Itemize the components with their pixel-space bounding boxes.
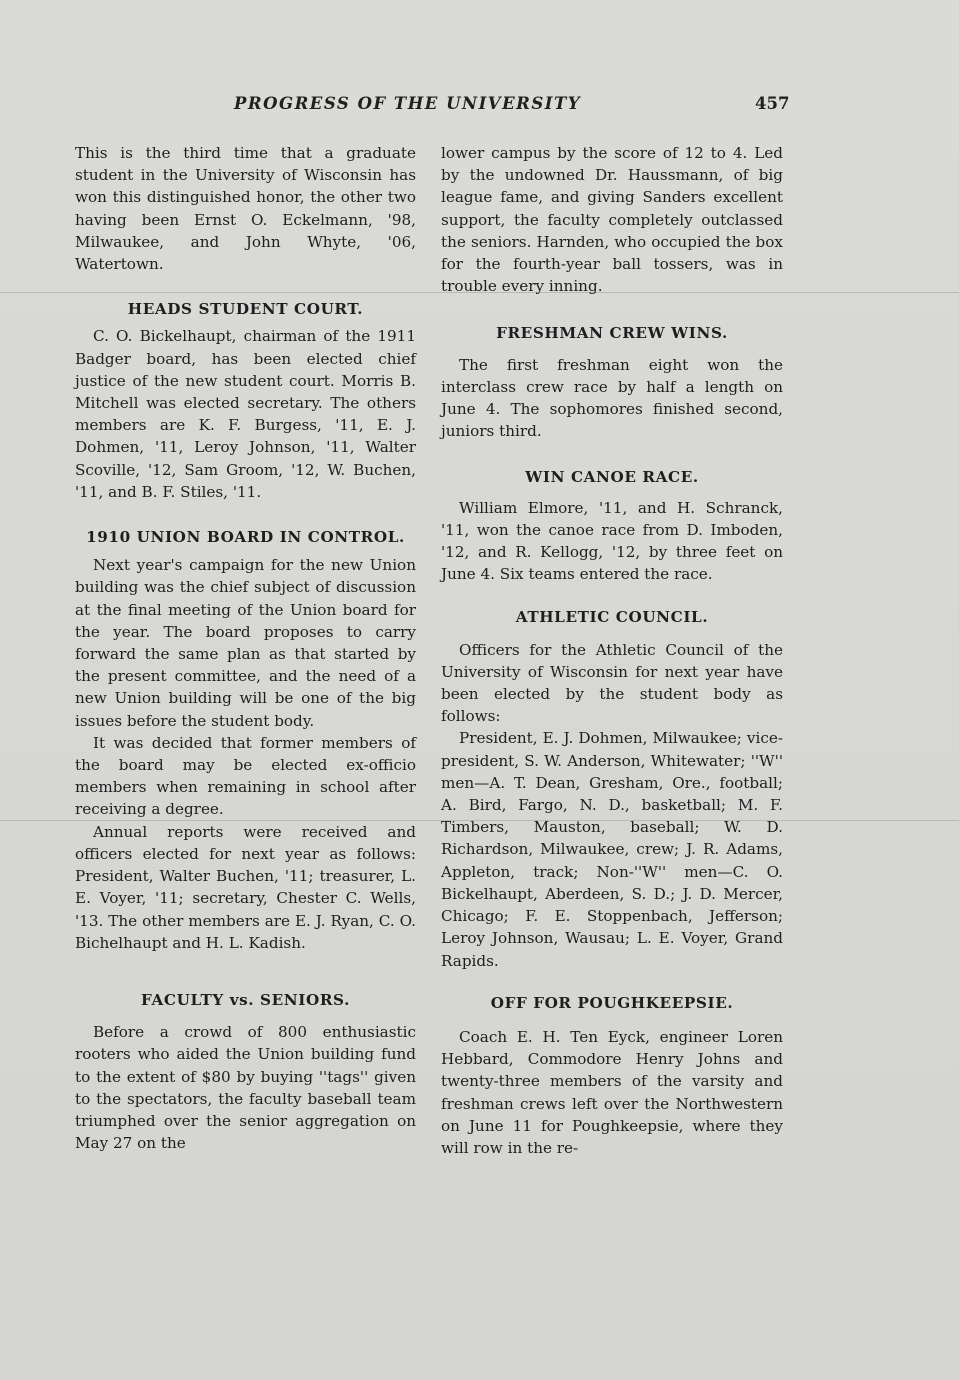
heading-faculty-vs-seniors: FACULTY vs. SENIORS. <box>141 990 350 1009</box>
paragraph-canoe-race: William Elmore, '11, and H. Schranck, '11, won the canoe race from D. Imboden, '12, and R. Kellogg, '12, by three feet on June 4. Six teams entered the race. <box>441 498 783 584</box>
paragraph-ex-officio: It was decided that former members of the board may be elected ex-officio members when remaining in school after receiving a degree. <box>75 733 416 819</box>
right-column <box>441 142 783 1159</box>
paragraph-council-officers: President, E. J. Dohmen, Milwaukee; vice-president, S. W. Anderson, Whitewater; ''W'' men—A. T. Dean, Gresham, Ore., football; A. Bird, Fargo, N. D., basketball; M. F. Timbers, Mauston, baseball; W. D. Richardson, Milwaukee, crew; J. R. Adams, Appleton, track; Non-''W'' men—C. O. Bickelhaupt, Aberdeen, S. D.; J. D. Mercer, Chicago; F. E. Stoppenbach, Jefferson; Leroy Johnson, Wausau; L. E. Voyer, Grand Rapids. <box>441 729 783 970</box>
heading-poughkeepsie: OFF FOR POUGHKEEPSIE. <box>490 993 734 1012</box>
paragraph-annual-reports: Annual reports were received and officers elected for next year as follows: President, Walter Buchen, '11; treasurer, L. E. Voyer, '11; secretary, Chester C. Wells, '13. The other members are E. J. Ryan, C. O. Bichelhaupt and H. L. Kadish. <box>75 822 416 952</box>
paragraph-poughkeepsie: Coach E. H. Ten Eyck, engineer Loren Hebbard, Commodore Henry Johns and twenty-three members of the varsity and freshman crews left over the Northwestern on June 11 for Poughkeepsie, where they will row in the re- <box>441 1027 783 1157</box>
heading-freshman-crew: FRESHMAN CREW WINS. <box>496 324 728 343</box>
paragraph-crew-race: The first freshman eight won the interclass crew race by half a length on June 4. The sophomores finished second, juniors third. <box>441 355 783 441</box>
paragraph-graduate-honor: This is the third time that a graduate student in the University of Wisconsin has won this distinguished honor, the other two having been Ernst O. Eckelmann, '98, Milwaukee, and John Whyte, '06, Watertown. <box>75 144 416 274</box>
heading-union-board: 1910 UNION BOARD IN CONTROL. <box>86 528 405 547</box>
paragraph-game-continued: lower campus by the score of 12 to 4. Led by the undowned Dr. Haussmann, of big league fame, and giving Sanders excellent support, the faculty completely outclassed the seniors. Harnden, who occupied the box for the fourth-year ball tossers, was in trouble every inning. <box>441 144 783 296</box>
page-number: 457 <box>755 94 790 113</box>
paragraph-union-campaign: Next year's campaign for the new Union building was the chief subject of discussion at the final meeting of the Union board for the year. The board proposes to carry forward the same plan as that started by the present committee, and the need of a new Union building will be one of the big issues before the student body. <box>75 556 416 730</box>
left-column <box>75 142 416 1154</box>
paragraph-student-court: C. O. Bickelhaupt, chairman of the 1911 Badger board, has been elected chief justice of the new student court. Morris B. Mitchell was elected secretary. The others members are K. F. Burgess, '11, E. J. Dohmen, '11, Leroy Johnson, '11, Walter Scoville, '12, Sam Groom, '12, W. Buchen, '11, and B. F. Stiles, '11. <box>75 327 416 501</box>
paragraph-council-intro: Officers for the Athletic Council of the University of Wisconsin for next year have been elected by the student body as follows: <box>441 640 783 726</box>
heading-heads-student-court: HEADS STUDENT COURT. <box>127 300 364 319</box>
heading-canoe-race: WIN CANOE RACE. <box>525 468 699 487</box>
heading-athletic-council: ATHLETIC COUNCIL. <box>515 608 709 627</box>
running-title: PROGRESS OF THE UNIVERSITY <box>234 94 582 113</box>
paragraph-baseball-game: Before a crowd of 800 enthusiastic rooters who aided the Union building fund to the extent of $80 by buying ''tags'' given to the spectators, the faculty baseball team triumphed over the senior aggregation on May 27 on the <box>75 1023 416 1153</box>
running-head <box>0 94 959 118</box>
